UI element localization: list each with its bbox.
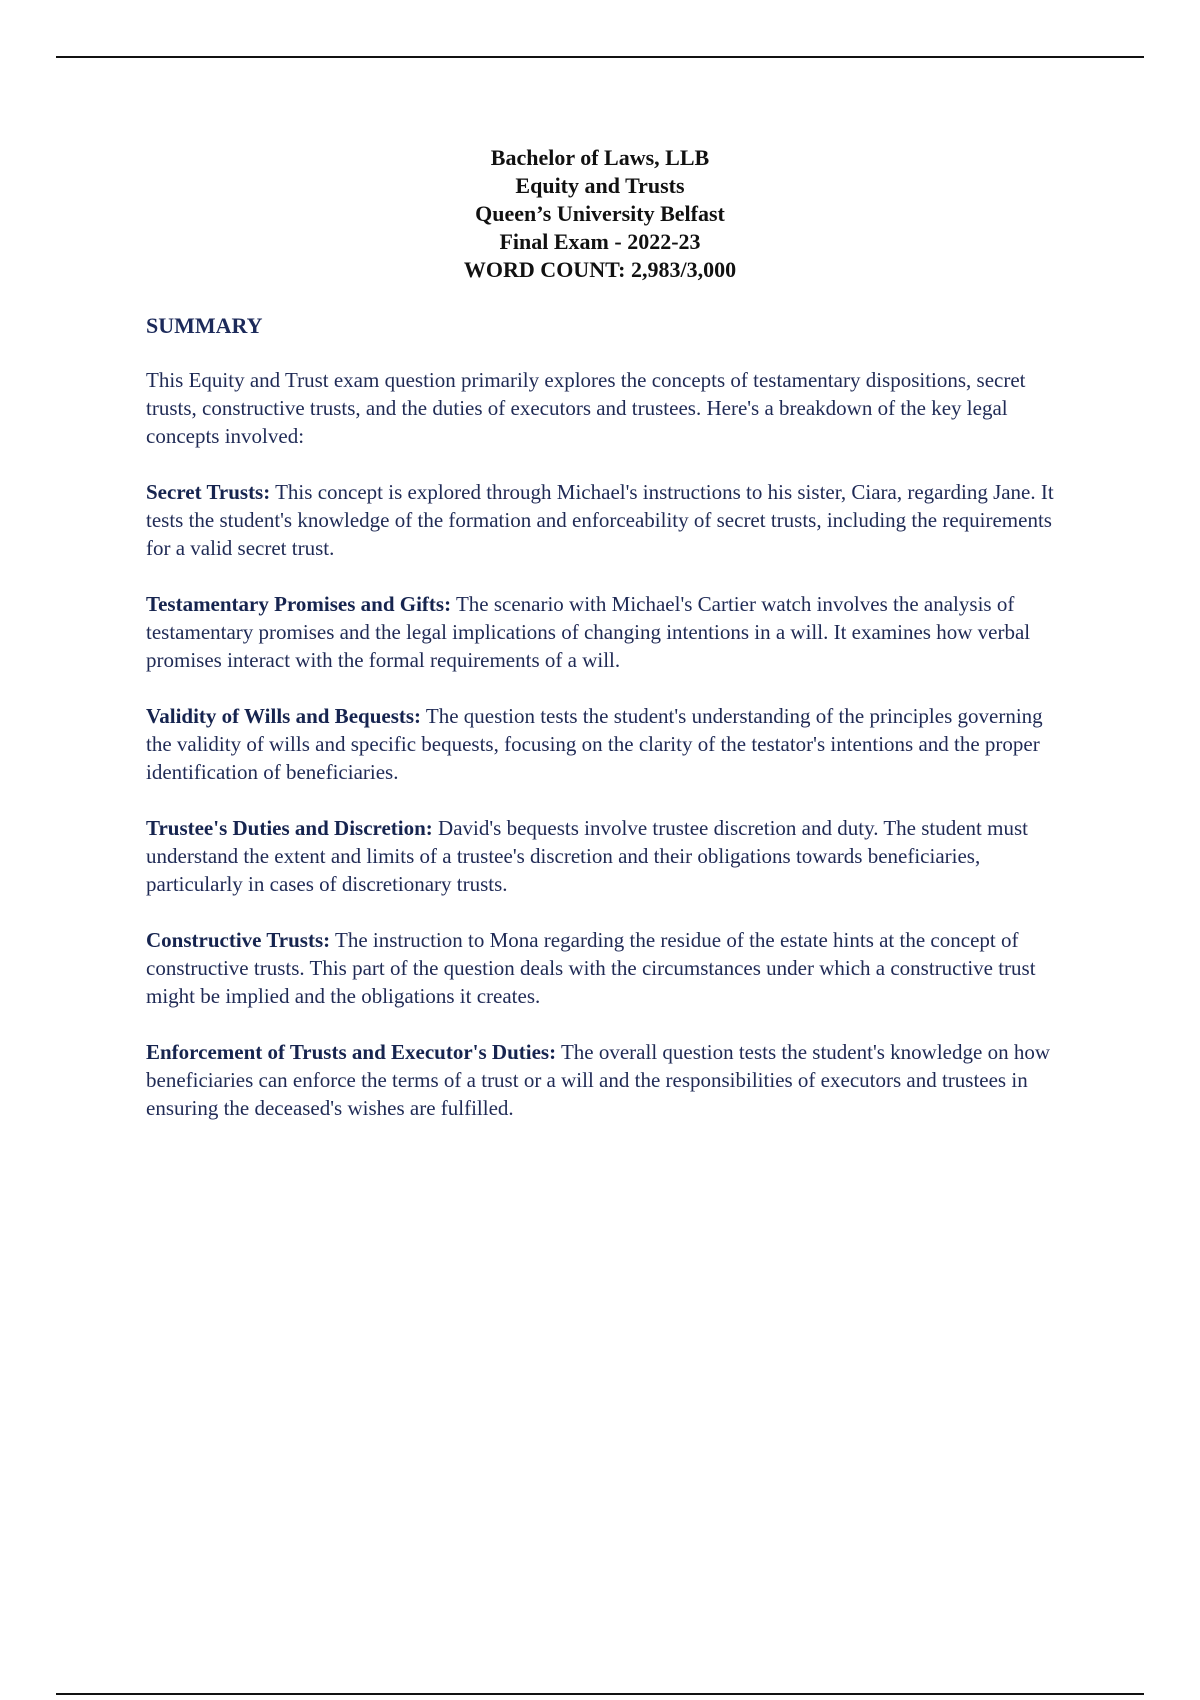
top-rule <box>56 56 1144 58</box>
summary-intro: This Equity and Trust exam question primarily explores the concepts of testamentary dispositions, secret trusts, constructive trusts, and the duties of executors and trustees. Here's a breakdown of the key legal concepts involved: <box>146 368 1026 448</box>
section-body: The instruction to Mona regarding the residue of the estate hints at the concept of constructive trusts. This part of the question deals with the circumstances under which a constructive trust might be implied and the obligations it creates. <box>146 928 1036 1008</box>
section-body: David's bequests involve trustee discretion and duty. The student must understand the extent and limits of a trustee's discretion and their obligations towards beneficiaries, particularly in cases of discretionary trusts. <box>146 816 1028 896</box>
section-constructive-trusts <box>146 926 1066 1010</box>
word-count: WORD COUNT: 2,983/3,000 <box>463 257 737 282</box>
section-testamentary-promises <box>146 590 1066 674</box>
summary-content <box>146 312 1066 1150</box>
section-body: The question tests the student's understanding of the principles governing the validity of wills and specific bequests, focusing on the clarity of the testator's intentions and the proper identification of beneficiaries. <box>146 704 1043 784</box>
section-body: The scenario with Michael's Cartier watch involves the analysis of testamentary promises and the legal implications of changing intentions in a will. It examines how verbal promises interact with the formal requirements of a will. <box>146 592 1031 672</box>
section-title: Secret Trusts: <box>146 480 271 504</box>
section-body: This concept is explored through Michael's instructions to his sister, Ciara, regarding Jane. It tests the student's knowledge of the formation and enforceability of secret trusts, including the requirements for a valid secret trust. <box>146 480 1054 560</box>
document-header <box>0 144 1200 284</box>
module-title: Equity and Trusts <box>515 173 685 198</box>
summary-heading: SUMMARY <box>146 313 263 338</box>
section-title: Enforcement of Trusts and Executor's Duties: <box>146 1040 557 1064</box>
university-name: Queen’s University Belfast <box>475 201 725 226</box>
section-body: The overall question tests the student's knowledge on how beneficiaries can enforce the terms of a trust or a will and the responsibilities of executors and trustees in ensuring the deceased's wishes are fulfilled. <box>146 1040 1050 1120</box>
section-secret-trusts <box>146 478 1066 562</box>
bottom-rule <box>56 1693 1144 1695</box>
section-title: Validity of Wills and Bequests: <box>146 704 422 728</box>
degree-title: Bachelor of Laws, LLB <box>490 145 710 170</box>
section-enforcement <box>146 1038 1066 1122</box>
section-title: Testamentary Promises and Gifts: <box>146 592 452 616</box>
exam-title: Final Exam - 2022-23 <box>499 229 701 254</box>
section-validity-of-wills <box>146 702 1066 786</box>
section-title: Trustee's Duties and Discretion: <box>146 816 433 840</box>
section-title: Constructive Trusts: <box>146 928 331 952</box>
section-trustee-duties <box>146 814 1066 898</box>
